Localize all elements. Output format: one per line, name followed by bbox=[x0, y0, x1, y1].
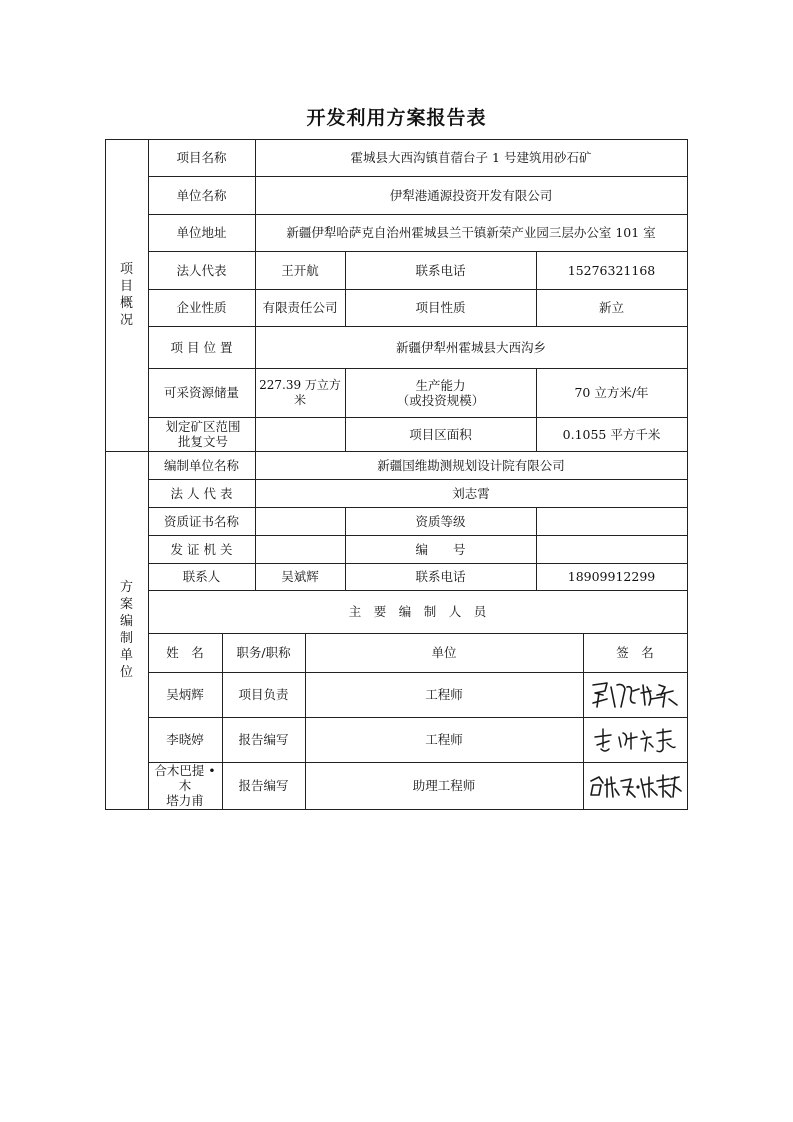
compiler-unit-label: 编制单位名称 bbox=[163, 457, 239, 473]
contact-label: 联系人 bbox=[182, 569, 221, 584]
staff-col-signature: 签 名 bbox=[616, 645, 654, 660]
section-label-char: 项 bbox=[119, 262, 133, 277]
compiler-unit-section-label bbox=[105, 451, 148, 809]
reserves-value: 227.39 万立方米 bbox=[259, 377, 341, 407]
handwritten-signature-3-icon bbox=[583, 762, 687, 809]
staff-role: 项目负责 bbox=[238, 687, 289, 702]
staff-section-header: 主 要 编 制 人 员 bbox=[348, 604, 487, 619]
enterprise-nature-label: 企业性质 bbox=[176, 300, 227, 315]
compiler-legal-rep-label: 法 人 代 表 bbox=[170, 485, 233, 501]
number-value bbox=[536, 535, 687, 563]
enterprise-nature-value: 有限责任公司 bbox=[262, 300, 338, 315]
project-name-label: 项目名称 bbox=[176, 150, 227, 165]
section-label-char: 编 bbox=[119, 614, 133, 629]
reserves-label: 可采资源储量 bbox=[163, 385, 239, 400]
staff-col-position: 职务/职称 bbox=[236, 645, 291, 660]
legal-rep-label: 法人代表 bbox=[176, 262, 227, 278]
contact-phone-value: 18909912299 bbox=[567, 569, 656, 584]
project-nature-value: 新立 bbox=[598, 300, 624, 315]
section-label-char: 目 bbox=[119, 279, 133, 294]
phone-label: 联系电话 bbox=[415, 262, 466, 278]
approval-label: 划定矿区范围批复文号 bbox=[165, 419, 241, 449]
unit-address-label: 单位地址 bbox=[176, 225, 227, 240]
phone-value: 15276321168 bbox=[567, 262, 656, 278]
staff-col-unit: 单位 bbox=[431, 645, 457, 660]
number-label: 编 号 bbox=[415, 541, 466, 557]
capacity-label-line2: （或投资规模） bbox=[396, 392, 485, 408]
section-label-char: 位 bbox=[119, 665, 133, 680]
location-value: 新疆伊犁州霍城县大西沟乡 bbox=[395, 339, 546, 355]
cert-name-value bbox=[255, 507, 345, 535]
staff-role: 报告编写 bbox=[238, 732, 289, 747]
unit-address-value: 新疆伊犁哈萨克自治州霍城县兰干镇新荣产业园三层办公室 101 室 bbox=[286, 225, 656, 240]
capacity-label-line1: 生产能力 bbox=[415, 377, 466, 393]
signature-stroke-icon bbox=[587, 769, 683, 803]
staff-role: 报告编写 bbox=[238, 778, 289, 793]
capacity-value: 70 立方米/年 bbox=[574, 385, 649, 400]
staff-col-name: 姓 名 bbox=[166, 645, 204, 660]
handwritten-signature-1-icon bbox=[583, 672, 687, 717]
cert-level-label: 资质等级 bbox=[415, 513, 466, 529]
section-label-char: 况 bbox=[119, 313, 133, 328]
project-overview-section-label bbox=[105, 139, 148, 451]
cert-name-label: 资质证书名称 bbox=[163, 513, 239, 529]
handwritten-signature-2-icon bbox=[583, 717, 687, 762]
signature-stroke-icon bbox=[589, 677, 681, 713]
project-nature-label: 项目性质 bbox=[415, 300, 466, 315]
compiler-unit-value: 新疆国维勘测规划设计院有限公司 bbox=[377, 457, 565, 473]
staff-name bbox=[148, 762, 222, 809]
section-label-char: 案 bbox=[119, 597, 133, 612]
staff-name-line1: 合木巴提 •木 bbox=[154, 763, 216, 793]
legal-rep-value: 王开航 bbox=[281, 262, 319, 278]
capacity-label bbox=[345, 368, 536, 417]
staff-unit: 工程师 bbox=[425, 732, 463, 747]
compiler-legal-rep-value: 刘志霄 bbox=[452, 485, 490, 501]
signature-stroke-icon bbox=[591, 723, 679, 757]
section-label-char: 制 bbox=[119, 631, 133, 646]
cert-level-value bbox=[536, 507, 687, 535]
contact-phone-label: 联系电话 bbox=[415, 569, 466, 584]
staff-unit: 助理工程师 bbox=[412, 778, 476, 793]
section-label-char: 单 bbox=[119, 648, 133, 663]
staff-unit: 工程师 bbox=[425, 687, 463, 702]
staff-name-line2: 塔力甫 bbox=[166, 793, 204, 808]
issuer-value bbox=[255, 535, 345, 563]
project-name-value: 霍城县大西沟镇苜蓿台子 1 号建筑用砂石矿 bbox=[350, 150, 592, 165]
contact-value: 吴斌辉 bbox=[281, 569, 319, 584]
staff-name: 李晓婷 bbox=[166, 732, 204, 747]
unit-name-label: 单位名称 bbox=[176, 187, 227, 203]
issuer-label: 发 证 机 关 bbox=[170, 541, 233, 557]
staff-name: 吴炳辉 bbox=[166, 687, 204, 702]
location-label: 项 目 位 置 bbox=[170, 339, 233, 355]
area-label: 项目区面积 bbox=[409, 426, 472, 442]
section-label-char: 概 bbox=[119, 296, 133, 311]
approval-value bbox=[255, 417, 345, 451]
page-title: 开发利用方案报告表 bbox=[306, 107, 487, 129]
section-label-char: 方 bbox=[119, 580, 133, 595]
area-value: 0.1055 平方千米 bbox=[562, 426, 661, 442]
unit-name-value: 伊犁港通源投资开发有限公司 bbox=[389, 187, 553, 203]
